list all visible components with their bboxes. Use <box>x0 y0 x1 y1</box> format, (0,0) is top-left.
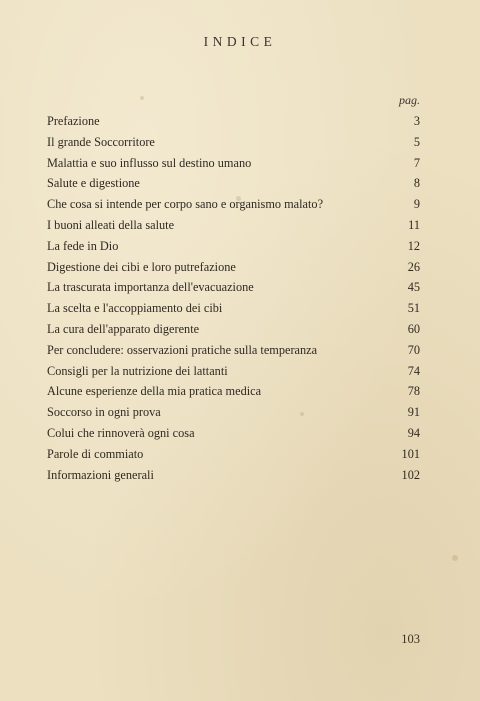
paper-stain <box>140 96 144 100</box>
toc-entry-page: 26 <box>407 259 420 274</box>
toc-entry-title: Consigli per la nutrizione dei lattanti <box>47 363 228 378</box>
toc-entry <box>47 111 420 132</box>
page-column-label: pag. <box>399 93 420 107</box>
toc-entry <box>47 132 420 153</box>
toc-entry <box>47 298 420 319</box>
toc-entry-page: 51 <box>407 301 420 316</box>
paper-stain <box>452 555 458 561</box>
toc-entry-title: I buoni alleati della salute <box>47 217 175 232</box>
toc-entry-page: 45 <box>407 280 420 295</box>
toc-entry <box>47 194 420 215</box>
toc-entry-page: 74 <box>407 363 420 378</box>
toc-entry-page: 8 <box>413 176 420 191</box>
toc-entry-page: 78 <box>407 384 420 399</box>
toc-entry <box>47 215 420 236</box>
toc-entry <box>47 257 420 278</box>
toc-entry-title: Parole di commiato <box>47 446 144 461</box>
toc-entry <box>47 153 420 174</box>
table-of-contents <box>47 111 420 485</box>
toc-entry-title: Che cosa si intende per corpo sano e organismo malato? <box>47 197 324 212</box>
toc-entry-title: La trascurata importanza dell'evacuazione <box>47 280 254 295</box>
toc-entry <box>47 402 420 423</box>
toc-entry-title: Malattia e suo influsso sul destino umano <box>47 155 252 170</box>
toc-entry-page: 7 <box>413 155 420 170</box>
toc-entry <box>47 381 420 402</box>
toc-entry <box>47 423 420 444</box>
toc-entry-page: 5 <box>413 134 420 149</box>
toc-entry-title: La fede in Dio <box>47 238 119 253</box>
toc-entry-page: 9 <box>413 197 420 212</box>
toc-entry-page: 60 <box>407 321 420 336</box>
toc-entry-title: Salute e digestione <box>47 176 140 191</box>
toc-entry-title: La cura dell'apparato digerente <box>47 321 200 336</box>
toc-entry <box>47 319 420 340</box>
toc-entry <box>47 173 420 194</box>
toc-entry <box>47 340 420 361</box>
toc-entry-page: 70 <box>407 342 420 357</box>
toc-entry-title: La scelta e l'accoppiamento dei cibi <box>47 301 223 316</box>
toc-entry <box>47 361 420 382</box>
toc-entry-title: Il grande Soccorritore <box>47 134 155 149</box>
toc-entry-title: Informazioni generali <box>47 467 154 482</box>
page-title: INDICE <box>203 34 277 49</box>
toc-entry-page: 102 <box>401 467 420 482</box>
toc-entry-page: 3 <box>413 114 420 128</box>
toc-entry-page: 91 <box>407 405 420 420</box>
toc-entry-title: Digestione dei cibi e loro putrefazione <box>47 259 236 274</box>
toc-entry-page: 11 <box>408 217 420 232</box>
toc-entry-title: Colui che rinnoverà ogni cosa <box>47 425 195 440</box>
toc-entry <box>47 277 420 298</box>
page-number: 103 <box>401 632 420 646</box>
toc-entry-title: Alcune esperienze della mia pratica medica <box>47 384 262 399</box>
toc-entry-title: Soccorso in ogni prova <box>47 405 161 420</box>
toc-entry <box>47 444 420 465</box>
toc-entry <box>47 236 420 257</box>
toc-entry-page: 101 <box>401 446 420 461</box>
toc-entry-page: 94 <box>407 425 420 440</box>
toc-entry-page: 12 <box>407 238 420 253</box>
toc-entry-title: Prefazione <box>47 114 100 128</box>
toc-entry-title: Per concludere: osservazioni pratiche sulla temperanza <box>47 342 318 357</box>
toc-entry <box>47 465 420 486</box>
